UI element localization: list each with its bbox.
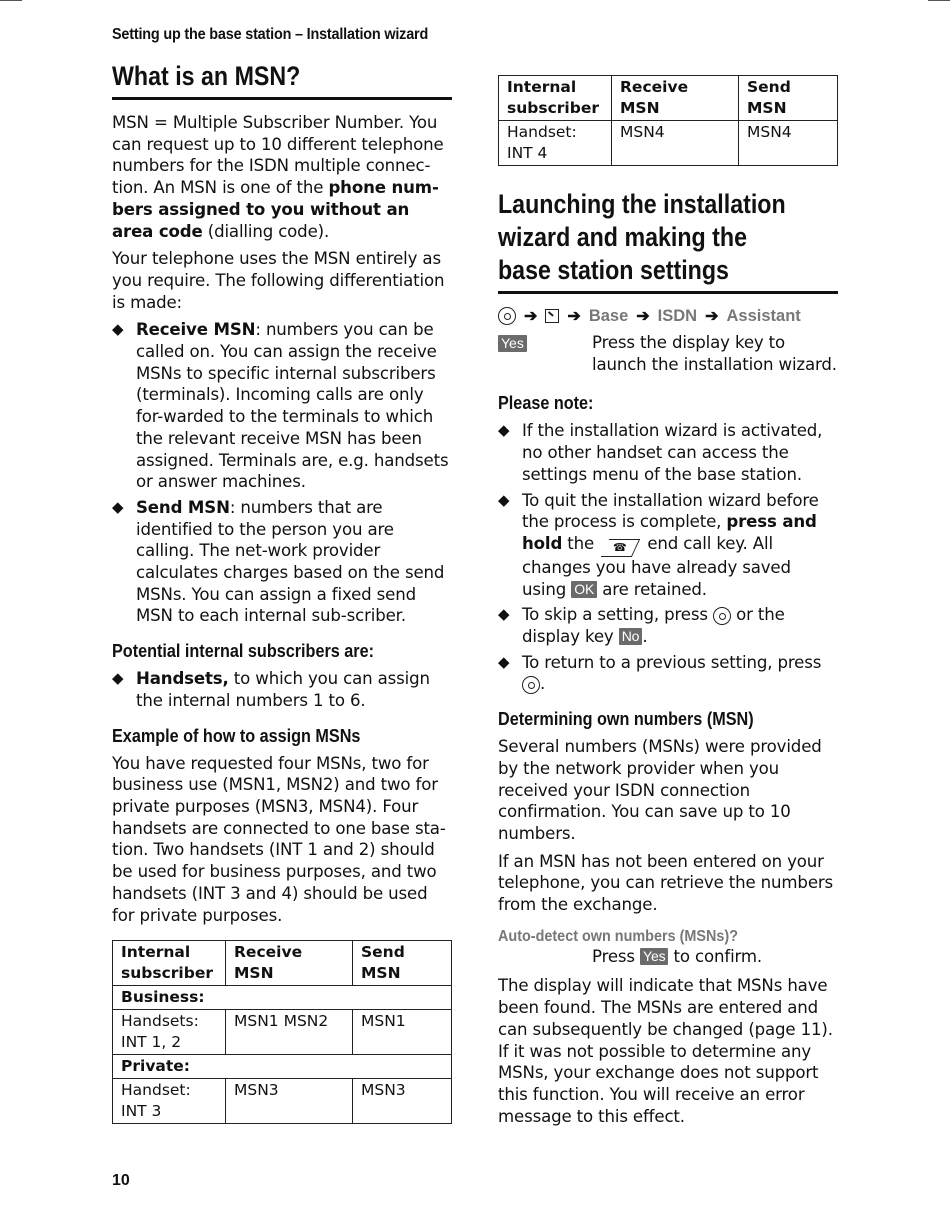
example-heading: Example of how to assign MSNs bbox=[112, 725, 361, 746]
auto-detect-prompt: Auto-detect own numbers (MSNs)? bbox=[498, 927, 739, 945]
potential-subscribers-list bbox=[112, 668, 452, 711]
determine-paragraph-1: Several numbers (MSNs) were provided by the network provider when you received your ISDN connection confirmation. You can save up to 10 numbers. bbox=[498, 737, 822, 843]
table-cell: MSN3 bbox=[353, 1079, 452, 1124]
diamond-bullet-icon: ◆ bbox=[112, 497, 124, 516]
diamond-bullet-icon: ◆ bbox=[498, 490, 510, 509]
intro-paragraph-1: MSN = Multiple Subscriber Number. You can request up to 10 different telephone numbers for the ISDN multiple connec-tion. An MSN is one of the phone num-bers assigned to you without an area code (dialling code). bbox=[112, 113, 444, 241]
header-cell: Receive MSN bbox=[226, 941, 353, 986]
crop-mark-left bbox=[0, 0, 22, 1]
diamond-bullet-icon: ◆ bbox=[112, 320, 124, 339]
determine-paragraph-2: If an MSN has not been entered on your telephone, you can retrieve the numbers from the exchange. bbox=[498, 851, 834, 915]
notes-list bbox=[498, 420, 838, 695]
menu-path-assistant: Assistant bbox=[726, 306, 801, 325]
list-item: ◆ Send MSN: numbers that are identified to the person you are calling. The net-work provider calculates charges based on the send MSNs. You can assign a fixed send MSN to each internal sub-scriber. bbox=[112, 497, 445, 626]
menu-icon bbox=[545, 309, 559, 323]
final-paragraph: The display will indicate that MSNs have been found. The MSNs are entered and can subsequently be changed (page 11). If it was not possible to determine any MSNs, your exchange does not support this function. You will receive an error message to this effect. bbox=[498, 976, 833, 1126]
control-key-up-icon bbox=[522, 676, 540, 694]
right-column bbox=[498, 75, 838, 1133]
table-header-row bbox=[499, 76, 838, 121]
table-cell: Handset: INT 3 bbox=[113, 1079, 226, 1124]
control-key-icon bbox=[498, 307, 516, 325]
header-cell: Send MSN bbox=[353, 941, 452, 986]
table-row bbox=[113, 1079, 452, 1124]
table-cell: MSN3 bbox=[226, 1079, 353, 1124]
table-row bbox=[499, 121, 838, 166]
diamond-bullet-icon: ◆ bbox=[112, 669, 124, 688]
yes-key: Yes bbox=[640, 948, 668, 965]
control-key-right-icon bbox=[713, 607, 731, 625]
table-row bbox=[113, 1010, 452, 1055]
diamond-bullet-icon: ◆ bbox=[498, 605, 510, 624]
menu-path bbox=[498, 306, 838, 326]
arrow-right-icon: ➔ bbox=[705, 308, 719, 325]
table-header-row bbox=[113, 941, 452, 986]
section-title-wizard: Launching the installation wizard and making the base station settings bbox=[498, 189, 786, 285]
intro-paragraph-2: Your telephone uses the MSN entirely as you require. The following differentiation is made: bbox=[112, 249, 445, 312]
no-key: No bbox=[619, 628, 643, 645]
diamond-bullet-icon: ◆ bbox=[498, 421, 510, 440]
table-cell: MSN1 MSN2 bbox=[226, 1010, 353, 1055]
please-note-heading: Please note: bbox=[498, 393, 594, 414]
table-cell: MSN1 bbox=[353, 1010, 452, 1055]
arrow-right-icon: ➔ bbox=[567, 308, 581, 325]
group-label-private: Private: bbox=[113, 1055, 452, 1079]
list-item: ◆ To return to a previous setting, press . bbox=[498, 652, 822, 694]
potential-subscribers-heading: Potential internal subscribers are: bbox=[112, 641, 374, 662]
table-row bbox=[113, 986, 452, 1010]
table-cell: MSN4 bbox=[612, 121, 739, 166]
determining-numbers-heading: Determining own numbers (MSN) bbox=[498, 709, 754, 730]
yes-key: Yes bbox=[498, 335, 527, 352]
header-cell: Internal subscriber bbox=[499, 76, 612, 121]
arrow-right-icon: ➔ bbox=[636, 308, 650, 325]
header-cell: Send MSN bbox=[739, 76, 838, 121]
arrow-right-icon: ➔ bbox=[524, 308, 538, 325]
press-yes-line: Press Yes to confirm. bbox=[592, 946, 763, 966]
table-cell: MSN4 bbox=[739, 121, 838, 166]
example-paragraph: You have requested four MSNs, two for business use (MSN1, MSN2) and two for private purposes (MSN3, MSN4). Four handsets are connected to one base sta-tion. Two handsets (INT 1 and 2) should be used for business purposes, and two handsets (INT 3 and 4) should be used for private purposes. bbox=[112, 753, 446, 925]
msn-example-table bbox=[112, 940, 452, 1124]
table-cell: Handsets: INT 1, 2 bbox=[113, 1010, 226, 1055]
msn-type-list bbox=[112, 319, 452, 627]
table-row bbox=[113, 1055, 452, 1079]
running-head: Setting up the base station – Installation wizard bbox=[112, 26, 429, 43]
list-item: ◆ To quit the installation wizard before the process is complete, press and hold the ☎ end call key. All changes you have already saved using OK are retained. bbox=[498, 490, 819, 599]
title-rule bbox=[498, 291, 838, 294]
yes-step-text: Press the display key to launch the installation wizard. bbox=[592, 333, 837, 374]
header-cell: Receive MSN bbox=[612, 76, 739, 121]
end-call-key-icon: ☎ bbox=[601, 539, 640, 557]
left-column bbox=[112, 60, 452, 1124]
yes-step bbox=[498, 332, 838, 375]
diamond-bullet-icon: ◆ bbox=[498, 652, 510, 671]
menu-path-isdn: ISDN bbox=[657, 306, 698, 325]
title-rule bbox=[112, 97, 452, 100]
crop-mark-right bbox=[928, 0, 950, 1]
list-item: ◆ To skip a setting, press or the display key No . bbox=[498, 605, 785, 647]
menu-path-base: Base bbox=[588, 306, 629, 325]
list-item: ◆ If the installation wizard is activated, no other handset can access the settings menu of the base station. bbox=[498, 421, 823, 484]
msn-example-table-continued bbox=[498, 75, 838, 166]
list-item: ◆ Handsets, to which you can assign the internal numbers 1 to 6. bbox=[112, 669, 430, 710]
group-label-business: Business: bbox=[113, 986, 452, 1010]
ok-key: OK bbox=[571, 581, 597, 598]
table-cell: Handset: INT 4 bbox=[499, 121, 612, 166]
header-cell: Internal subscriber bbox=[113, 941, 226, 986]
section-title-msn: What is an MSN? bbox=[112, 61, 301, 91]
list-item: ◆ Receive MSN: numbers you can be called on. You can assign the receive MSNs to specific internal subscribers (terminals). Incoming calls are only for-warded to the terminals to which the relevant receive MSN has been assigned. Terminals are, e.g. handsets or answer machines. bbox=[112, 320, 449, 492]
page-number: 10 bbox=[112, 1172, 130, 1189]
